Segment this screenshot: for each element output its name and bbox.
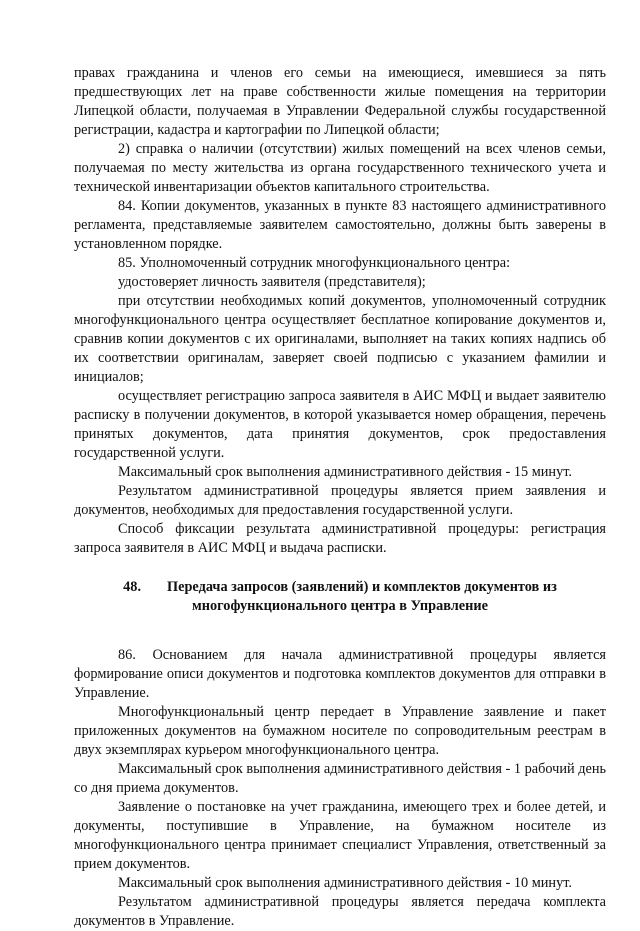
paragraph-84-copies: 84. Копии документов, указанных в пункте 83 настоящего административного регламента, представляемые заявителем самостоятельно, должны быть заверены в установленном порядке. bbox=[74, 198, 606, 252]
paragraph-max-time-1-day: Максимальный срок выполнения административного действия - 1 рабочий день со дня приема документов. bbox=[74, 761, 606, 796]
section-heading-line-1 bbox=[74, 578, 606, 597]
paragraph-85-employee: 85. Уполномоченный сотрудник многофункционального центра: bbox=[118, 255, 511, 271]
paragraph-registration: осуществляет регистрацию запроса заявителя в АИС МФЦ и выдает заявителю расписку в получении документов, в которой указывается номер обращения, перечень принятых документов, дата принятия документов, срок предоставления государственной услуги. bbox=[74, 388, 606, 461]
paragraph-rights-continuation: правах гражданина и членов его семьи на имеющиеся, имевшиеся за пять предшествующих лет на праве собственности жилые помещения на территории Липецкой области, получаемая в Управлении Федеральной службы государственной регистрации, кадастра и картографии по Липецкой области; bbox=[74, 65, 606, 138]
section-title-part-2: многофункционального центра в Управление bbox=[192, 598, 488, 614]
paragraph-item-2-certificate: 2) справка о наличии (отсутствии) жилых помещений на всех членов семьи, получаемая по месту жительства из органа государственного технического учета и технической инвентаризации объектов капитального строительства. bbox=[74, 141, 606, 195]
section-title-part-1: Передача запросов (заявлений) и комплектов документов из bbox=[167, 579, 557, 595]
paragraph-max-time-15: Максимальный срок выполнения административного действия - 15 минут. bbox=[118, 464, 572, 480]
paragraph-86-basis: 86. Основанием для начала административной процедуры является формирование описи документов и подготовка комплектов документов для отправки в Управление. bbox=[74, 647, 606, 701]
section-number: 48. bbox=[123, 579, 142, 595]
paragraph-fixation-method: Способ фиксации результата административной процедуры: регистрация запроса заявителя в АИС МФЦ и выдача расписки. bbox=[74, 521, 606, 556]
section-heading-48 bbox=[74, 578, 606, 616]
paragraph-identity-check: удостоверяет личность заявителя (представителя); bbox=[118, 274, 426, 290]
paragraph-result-reception: Результатом административной процедуры является прием заявления и документов, необходимых для предоставления государственной услуги. bbox=[74, 483, 606, 518]
paragraph-copying: при отсутствии необходимых копий документов, уполномоченный сотрудник многофункционального центра осуществляет бесплатное копирование документов и, сравнив копии документов с их оригиналами, выполняет на таких копиях надпись об их соответствии оригиналам, заверяет своей подписью с указанием фамилии и инициалов; bbox=[74, 293, 606, 385]
paragraph-application-acceptance: Заявление о постановке на учет гражданина, имеющего трех и более детей, и документы, поступившие в Управление, на бумажном носителе из многофункционального центра принимает специалист Управления, ответственный за прием документов. bbox=[74, 799, 606, 872]
paragraph-mfc-transfer: Многофункциональный центр передает в Управление заявление и пакет приложенных документов на бумажном носителе по сопроводительным реестрам в двух экземплярах курьером многофункционального центра. bbox=[74, 704, 606, 758]
document-body bbox=[74, 64, 606, 931]
paragraph-result-transfer: Результатом административной процедуры является передача комплекта документов в Управление. bbox=[74, 894, 606, 929]
paragraph-max-time-10: Максимальный срок выполнения административного действия - 10 минут. bbox=[118, 875, 572, 891]
